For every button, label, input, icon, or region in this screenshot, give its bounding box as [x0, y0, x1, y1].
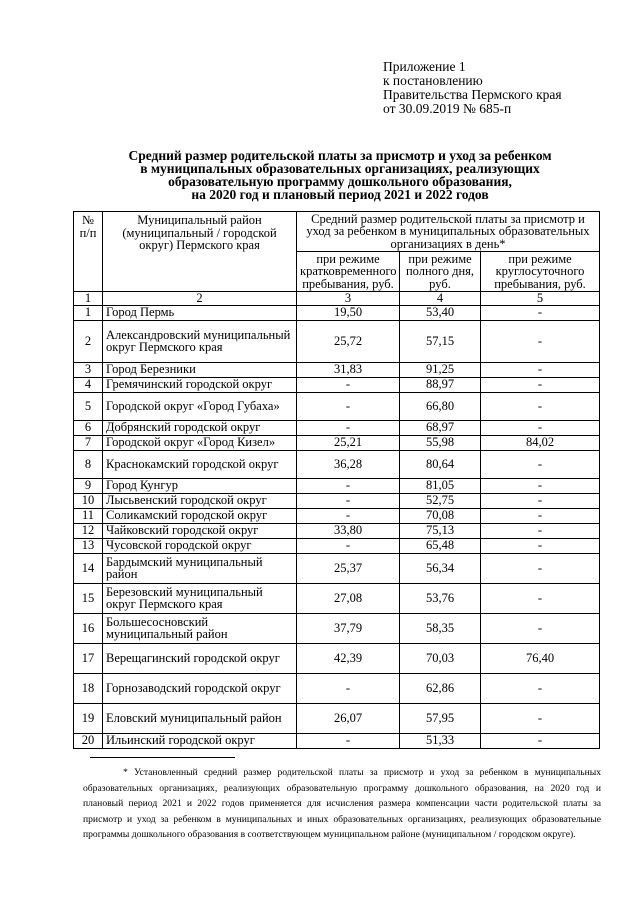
district-name: Городской округ «Город Кизел» [103, 435, 297, 450]
row-number: 19 [74, 703, 103, 733]
document-title [70, 149, 610, 201]
row-number: 15 [74, 583, 103, 613]
table-row [74, 362, 600, 377]
header-full-day: при режиме полного дня, руб. [400, 252, 481, 292]
appendix-line: к постановлению [383, 73, 483, 88]
district-name: Горнозаводский городской округ [103, 673, 297, 703]
short-stay-fee: 25,37 [297, 553, 400, 583]
row-number: 10 [74, 493, 103, 508]
table-row [74, 733, 600, 748]
row-number: 18 [74, 673, 103, 703]
table-row [74, 435, 600, 450]
column-number-row [74, 292, 600, 306]
row-number: 12 [74, 523, 103, 538]
header-district: Муниципальный район (муниципальный / городской округ) Пермского края [103, 212, 297, 292]
short-stay-fee: 37,79 [297, 613, 400, 643]
district-name: Ильинский городской округ [103, 733, 297, 748]
table-row [74, 508, 600, 523]
row-number: 6 [74, 420, 103, 435]
round-clock-fee: - [481, 305, 600, 320]
row-number: 20 [74, 733, 103, 748]
short-stay-fee: - [297, 733, 400, 748]
column-number: 5 [481, 292, 600, 306]
short-stay-fee: - [297, 392, 400, 420]
district-name: Березовский муниципальный округ Пермского края [103, 583, 297, 613]
short-stay-fee: 19,50 [297, 305, 400, 320]
row-number: 8 [74, 450, 103, 478]
title-line: Средний размер родительской платы за присмотр и уход за ребенком [128, 148, 552, 163]
table-row [74, 583, 600, 613]
table-row [74, 613, 600, 643]
table-row [74, 523, 600, 538]
short-stay-fee: - [297, 493, 400, 508]
round-clock-fee: - [481, 553, 600, 583]
column-number: 1 [74, 292, 103, 306]
round-clock-fee: - [481, 508, 600, 523]
table-row [74, 450, 600, 478]
row-number: 11 [74, 508, 103, 523]
full-day-fee: 91,25 [400, 362, 481, 377]
full-day-fee: 52,75 [400, 493, 481, 508]
full-day-fee: 62,86 [400, 673, 481, 703]
district-name: Бардымский муниципальный район [103, 553, 297, 583]
short-stay-fee: - [297, 538, 400, 553]
header-num: № п/п [74, 212, 103, 292]
footnote [83, 765, 601, 843]
district-name: Лысьвенский городской округ [103, 493, 297, 508]
appendix-line: Приложение 1 [383, 59, 466, 74]
table-row [74, 377, 600, 392]
full-day-fee: 53,40 [400, 305, 481, 320]
district-name: Чайковский городской округ [103, 523, 297, 538]
full-day-fee: 80,64 [400, 450, 481, 478]
short-stay-fee: 25,21 [297, 435, 400, 450]
column-number: 2 [103, 292, 297, 306]
row-number: 4 [74, 377, 103, 392]
round-clock-fee: - [481, 478, 600, 493]
row-number: 7 [74, 435, 103, 450]
district-name: Краснокамский городской округ [103, 450, 297, 478]
full-day-fee: 55,98 [400, 435, 481, 450]
full-day-fee: 70,03 [400, 643, 481, 673]
table-row [74, 493, 600, 508]
round-clock-fee: - [481, 583, 600, 613]
header-short-stay: при режиме кратковременного пребывания, руб. [297, 252, 400, 292]
short-stay-fee: - [297, 420, 400, 435]
title-line: на 2020 год и плановый период 2021 и 2022 годов [191, 187, 489, 202]
table-row [74, 643, 600, 673]
table-row [74, 420, 600, 435]
table-row [74, 392, 600, 420]
short-stay-fee: - [297, 508, 400, 523]
full-day-fee: 56,34 [400, 553, 481, 583]
footnote-text: * Установленный средний размер родительской платы за присмотр и уход за ребенком в муниципальных образовательных организациях, реализующих образовательную программу дошкольного образования, на 2020 год и плановый период 2021 и 2022 годов применяется для исчисления размера компенсации части родительской платы за присмотр и уход за ребенком в муниципальных и иных образовательных организациях, реализующих образовательные программы дошкольного образования в соответствующем муниципальном районе (муниципальном / городском округе). [83, 767, 601, 841]
column-number: 3 [297, 292, 400, 306]
district-name: Чусовской городской округ [103, 538, 297, 553]
table-row [74, 305, 600, 320]
full-day-fee: 70,08 [400, 508, 481, 523]
round-clock-fee: - [481, 703, 600, 733]
round-clock-fee: - [481, 613, 600, 643]
full-day-fee: 75,13 [400, 523, 481, 538]
row-number: 16 [74, 613, 103, 643]
row-number: 14 [74, 553, 103, 583]
short-stay-fee: 27,08 [297, 583, 400, 613]
short-stay-fee: 36,28 [297, 450, 400, 478]
table-row [74, 478, 600, 493]
fees-table [73, 211, 600, 749]
title-line: образовательную программу дошкольного образования, [168, 174, 512, 189]
district-name: Городской округ «Город Губаха» [103, 392, 297, 420]
short-stay-fee: 33,80 [297, 523, 400, 538]
table-row [74, 538, 600, 553]
table-row [74, 703, 600, 733]
round-clock-fee: - [481, 362, 600, 377]
table-row [74, 673, 600, 703]
appendix-header [383, 60, 562, 116]
round-clock-fee: - [481, 673, 600, 703]
round-clock-fee: - [481, 538, 600, 553]
round-clock-fee: - [481, 733, 600, 748]
district-name: Гремячинский городской округ [103, 377, 297, 392]
row-number: 9 [74, 478, 103, 493]
full-day-fee: 51,33 [400, 733, 481, 748]
row-number: 13 [74, 538, 103, 553]
appendix-line: от 30.09.2019 № 685-п [383, 101, 512, 116]
round-clock-fee: - [481, 420, 600, 435]
full-day-fee: 57,15 [400, 320, 481, 362]
full-day-fee: 88,97 [400, 377, 481, 392]
district-name: Город Пермь [103, 305, 297, 320]
district-name: Большесосновский муниципальный район [103, 613, 297, 643]
round-clock-fee: 84,02 [481, 435, 600, 450]
round-clock-fee: - [481, 450, 600, 478]
short-stay-fee: 31,83 [297, 362, 400, 377]
district-name: Город Кунгур [103, 478, 297, 493]
row-number: 2 [74, 320, 103, 362]
district-name: Соликамский городской округ [103, 508, 297, 523]
round-clock-fee: 76,40 [481, 643, 600, 673]
district-name: Еловский муниципальный район [103, 703, 297, 733]
row-number: 17 [74, 643, 103, 673]
short-stay-fee: 42,39 [297, 643, 400, 673]
row-number: 5 [74, 392, 103, 420]
short-stay-fee: - [297, 377, 400, 392]
round-clock-fee: - [481, 392, 600, 420]
header-round-clock: при режиме круглосуточного пребывания, руб. [481, 252, 600, 292]
district-name: Александровский муниципальный округ Пермского края [103, 320, 297, 362]
round-clock-fee: - [481, 320, 600, 362]
full-day-fee: 66,80 [400, 392, 481, 420]
short-stay-fee: 26,07 [297, 703, 400, 733]
row-number: 1 [74, 305, 103, 320]
district-name: Добрянский городской округ [103, 420, 297, 435]
full-day-fee: 81,05 [400, 478, 481, 493]
short-stay-fee: - [297, 673, 400, 703]
column-number: 4 [400, 292, 481, 306]
short-stay-fee: 25,72 [297, 320, 400, 362]
full-day-fee: 68,97 [400, 420, 481, 435]
district-name: Верещагинский городской округ [103, 643, 297, 673]
header-fee-group: Средний размер родительской платы за присмотр и уход за ребенком в муниципальных образовательных организациях в день* [297, 212, 600, 252]
full-day-fee: 57,95 [400, 703, 481, 733]
full-day-fee: 58,35 [400, 613, 481, 643]
footnote-divider [90, 757, 235, 758]
full-day-fee: 65,48 [400, 538, 481, 553]
round-clock-fee: - [481, 523, 600, 538]
appendix-line: Правительства Пермского края [383, 87, 562, 102]
round-clock-fee: - [481, 377, 600, 392]
full-day-fee: 53,76 [400, 583, 481, 613]
table-row [74, 553, 600, 583]
round-clock-fee: - [481, 493, 600, 508]
title-line: в муниципальных образовательных организациях, реализующих [140, 161, 540, 176]
short-stay-fee: - [297, 478, 400, 493]
district-name: Город Березники [103, 362, 297, 377]
header-row [74, 212, 600, 252]
table-row [74, 320, 600, 362]
row-number: 3 [74, 362, 103, 377]
